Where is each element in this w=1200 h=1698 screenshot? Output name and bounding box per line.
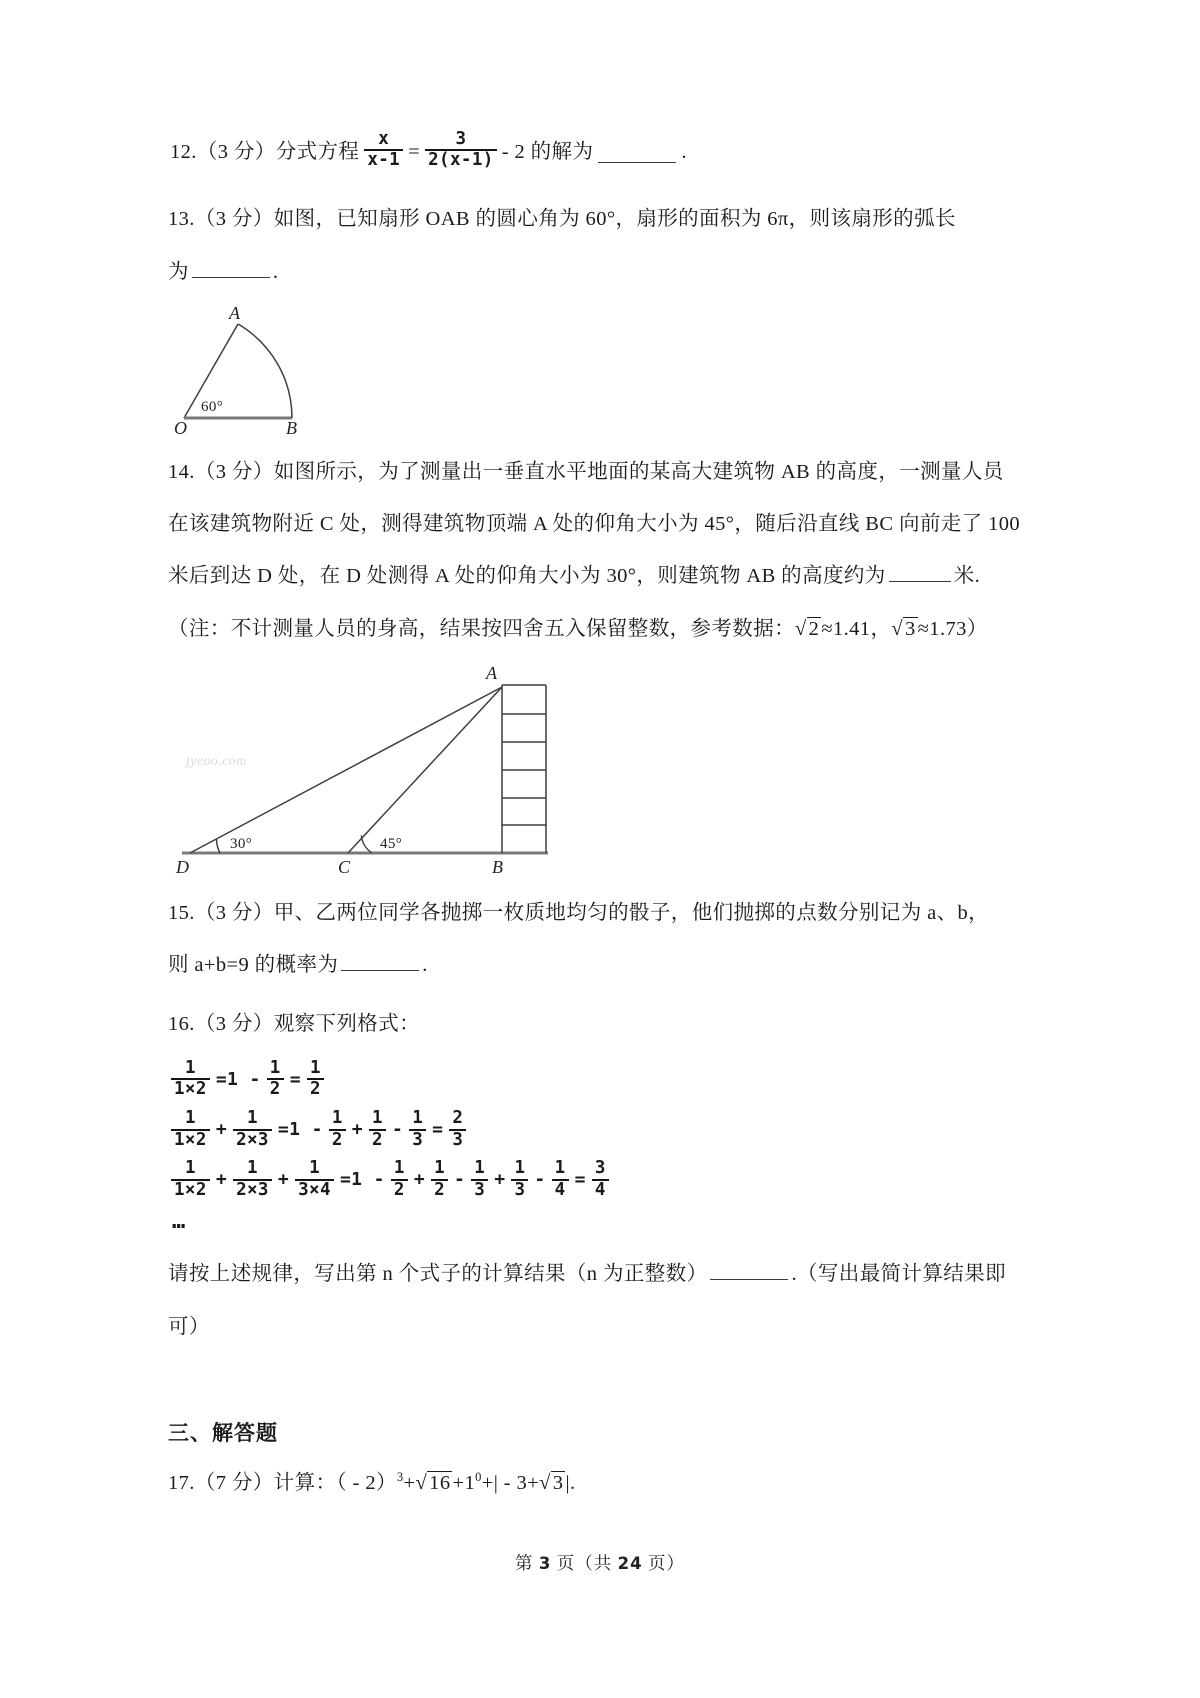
point-label-b: B: [492, 857, 504, 878]
radical-sign: √: [795, 617, 807, 640]
formula-text: +: [215, 1119, 228, 1141]
frac-num: 1: [247, 1108, 258, 1128]
answer-blank: [710, 1260, 788, 1281]
point-label-d: D: [176, 857, 190, 878]
fraction: [471, 1159, 488, 1200]
q14-line3-prefix: 米后到达 D 处，在 D 处测得 A 处的仰角大小为 30°，则建筑物 AB 的高度约为: [168, 565, 886, 588]
point-label-a: A: [486, 665, 498, 684]
fraction: [449, 1109, 466, 1150]
page-footer: [0, 1550, 1200, 1575]
answer-blank: [192, 257, 270, 278]
building-figure: [170, 665, 570, 879]
fraction-denominator: 2(x-1): [425, 149, 497, 171]
formula-text: =1 -: [339, 1169, 385, 1191]
frac-den: 1×2: [171, 1129, 210, 1151]
answer-blank: [889, 562, 951, 583]
formula-text: -: [534, 1169, 546, 1191]
watermark: jyeoo.com: [186, 754, 247, 770]
question-17: [168, 1457, 1056, 1509]
frac-den: 4: [592, 1179, 609, 1201]
formula-text: =1 -: [215, 1068, 261, 1090]
frac-den: 2×3: [233, 1129, 272, 1151]
frac-num: 1: [412, 1108, 424, 1128]
q13-line2-prefix: 为: [168, 260, 189, 283]
frac-num: 1: [434, 1158, 446, 1179]
radical-sign: √: [539, 1471, 551, 1494]
frac-num: 2: [452, 1108, 464, 1128]
fraction: [511, 1159, 528, 1200]
q16-conclusion-line1: 请按上述规律，写出第 n 个式子的计算结果（n 为正整数）: [168, 1263, 708, 1286]
exponent-3: 3: [396, 1470, 404, 1485]
sector-figure: [174, 306, 314, 436]
formula-text: =1 -: [277, 1119, 323, 1141]
q15-period: .: [422, 954, 428, 977]
q14-note-mid: ≈1.41，: [821, 617, 892, 640]
footer-text: 第: [515, 1553, 539, 1573]
frac-den: 1×2: [171, 1078, 210, 1100]
q14-line3: [168, 550, 1056, 602]
sqrt-expression: [891, 618, 917, 640]
answer-blank: [341, 951, 419, 972]
angle-label-45: 45°: [380, 836, 403, 853]
frac-den: 2: [431, 1179, 448, 1201]
fraction: [233, 1109, 272, 1150]
frac-num: 1: [372, 1108, 383, 1128]
angle-arc-c: [361, 835, 372, 853]
q14-line1: 14.（3 分）如图所示，为了测量出一垂直水平地面的某高大建筑物 AB 的高度，一测量人员: [168, 460, 1004, 483]
fraction: [295, 1159, 334, 1200]
frac-num: 1: [269, 1057, 281, 1078]
q16-pattern-row-1: [168, 1059, 1056, 1100]
question-12: [168, 126, 1056, 179]
point-label-o: O: [174, 417, 188, 436]
q14-note-suffix: ≈1.73）: [917, 617, 988, 640]
fraction: [391, 1159, 408, 1200]
sector-arc-ab: [238, 324, 292, 418]
frac-num: 1: [247, 1158, 258, 1179]
q15-line1: 15.（3 分）甲、乙两位同学各抛掷一枚质地均匀的骰子，他们抛掷的点数分别记为 a、b，: [168, 902, 990, 925]
formula-text: +: [494, 1169, 506, 1191]
radicand: 3: [905, 617, 916, 640]
footer-text: 页（共: [551, 1553, 618, 1573]
fraction: [364, 130, 403, 171]
fraction-numerator: x: [378, 128, 390, 149]
footer-page-number: 3: [538, 1554, 552, 1573]
q14-note: [168, 603, 1056, 655]
question-13: [168, 193, 1056, 298]
angle-label-60: 60°: [201, 398, 224, 415]
question-15: [168, 887, 1056, 992]
q16-pattern-row-2: [168, 1109, 1056, 1150]
exam-page-content: [168, 126, 1056, 1515]
question-16: [168, 998, 1056, 1353]
question-14: [168, 446, 1056, 655]
q16-header: 16.（3 分）观察下列格式：: [168, 1012, 420, 1035]
fraction: [307, 1059, 324, 1100]
sqrt-expression: [795, 618, 821, 640]
frac-den: 2: [307, 1078, 324, 1100]
sightline-da: [190, 687, 502, 853]
fraction: [171, 1109, 210, 1150]
angle-arc-d: [216, 839, 220, 853]
radicand: 2: [808, 617, 820, 640]
formula-text: +: [277, 1169, 290, 1191]
frac-den: 3: [449, 1129, 466, 1151]
frac-den: 2: [267, 1078, 284, 1100]
frac-num: 3: [594, 1158, 606, 1179]
formula-text: =: [432, 1119, 444, 1141]
plus-sign: +: [403, 1471, 416, 1494]
frac-den: 2: [391, 1179, 408, 1201]
angle-label-30: 30°: [230, 836, 253, 853]
frac-den: 3: [511, 1179, 528, 1201]
answer-blank: [598, 142, 676, 163]
q12-lead-text: 12.（3 分）分式方程: [170, 141, 360, 164]
frac-num: 1: [184, 1158, 196, 1179]
frac-num: 1: [331, 1108, 343, 1128]
q14-note-prefix: （注：不计测量人员的身高，结果按四舍五入保留整数，参考数据：: [168, 617, 795, 640]
formula-text: +: [215, 1169, 228, 1191]
fraction: [329, 1109, 346, 1150]
fraction: [552, 1159, 569, 1200]
section-title: 三、解答题: [168, 1420, 278, 1445]
fraction: [431, 1159, 448, 1200]
exponent-0: 0: [475, 1470, 482, 1485]
formula-text: +: [413, 1169, 426, 1191]
fraction-denominator: x-1: [364, 149, 403, 171]
q17-lead-text: 17.（7 分）计算：（ - 2）: [168, 1471, 397, 1494]
q16-conclusion-mid: .（写出最简计算结果即: [791, 1263, 1007, 1286]
formula-text: -: [454, 1169, 466, 1191]
fraction: [369, 1109, 386, 1150]
q16-pattern-row-3: [168, 1159, 1056, 1200]
footer-total-pages: 24: [617, 1554, 643, 1573]
frac-num: 1: [514, 1158, 526, 1179]
frac-num: 1: [309, 1158, 320, 1179]
q16-conclusion: [168, 1248, 1056, 1353]
pattern-ellipsis: …: [172, 1209, 186, 1235]
point-label-c: C: [338, 857, 351, 878]
frac-num: 1: [393, 1158, 405, 1179]
frac-den: 2: [369, 1129, 386, 1151]
q15-line2-prefix: 则 a+b=9 的概率为: [168, 954, 339, 977]
q12-period: .: [681, 141, 687, 164]
frac-den: 2×3: [233, 1179, 272, 1201]
q13-line2: [168, 246, 1056, 298]
fraction: [233, 1159, 272, 1200]
frac-num: 1: [184, 1108, 196, 1128]
formula-text: +: [351, 1119, 364, 1141]
q17-end-text: |.: [565, 1471, 576, 1494]
fraction: [171, 1159, 210, 1200]
sqrt-expression: [416, 1472, 453, 1494]
frac-den: 1×2: [171, 1179, 210, 1201]
sightline-ca: [348, 687, 502, 853]
q15-line2: [168, 939, 1056, 991]
frac-num: 1: [474, 1158, 486, 1179]
radical-sign: √: [415, 1471, 428, 1494]
fraction: [409, 1109, 426, 1150]
point-label-b: B: [286, 417, 298, 436]
q16-conclusion-line2: 可）: [168, 1315, 210, 1338]
fraction: [425, 130, 497, 171]
q14-line2: 在该建筑物附近 C 处，测得建筑物顶端 A 处的仰角大小为 45°，随后沿直线 BC 向前走了 100: [168, 513, 1021, 536]
radicand: 3: [552, 1471, 564, 1494]
formula-text: -: [391, 1119, 404, 1141]
q12-tail-text: - 2 的解为: [501, 141, 594, 164]
frac-den: 2: [329, 1129, 346, 1151]
frac-den: 3: [409, 1129, 426, 1151]
radical-sign: √: [891, 617, 903, 640]
formula-text: =: [574, 1169, 586, 1191]
frac-num: 1: [554, 1158, 566, 1179]
fraction: [171, 1059, 210, 1100]
q13-line1: 13.（3 分）如图，已知扇形 OAB 的圆心角为 60°，扇形的面积为 6π，则该扇形的弧长: [168, 208, 956, 231]
footer-text: 页）: [642, 1553, 685, 1573]
sqrt-expression: [539, 1472, 565, 1494]
frac-den: 3: [471, 1179, 488, 1201]
q14-line3-suffix: 米.: [953, 565, 981, 588]
fraction: [592, 1159, 609, 1200]
equals-sign: =: [408, 141, 421, 164]
fraction-numerator: 3: [455, 128, 467, 149]
building-floor-lines: [502, 685, 546, 825]
q17-abs-text: +| - 3+: [481, 1471, 540, 1494]
fraction: [267, 1059, 284, 1100]
radicand: 16: [429, 1471, 451, 1494]
point-label-a: A: [229, 305, 241, 323]
frac-den: 4: [552, 1179, 569, 1201]
formula-text: =: [289, 1068, 301, 1090]
frac-den: 3×4: [295, 1179, 334, 1201]
frac-num: 1: [309, 1057, 321, 1078]
frac-num: 1: [184, 1057, 196, 1078]
q17-mid-text: +1: [452, 1471, 476, 1494]
q13-period: .: [272, 260, 279, 283]
